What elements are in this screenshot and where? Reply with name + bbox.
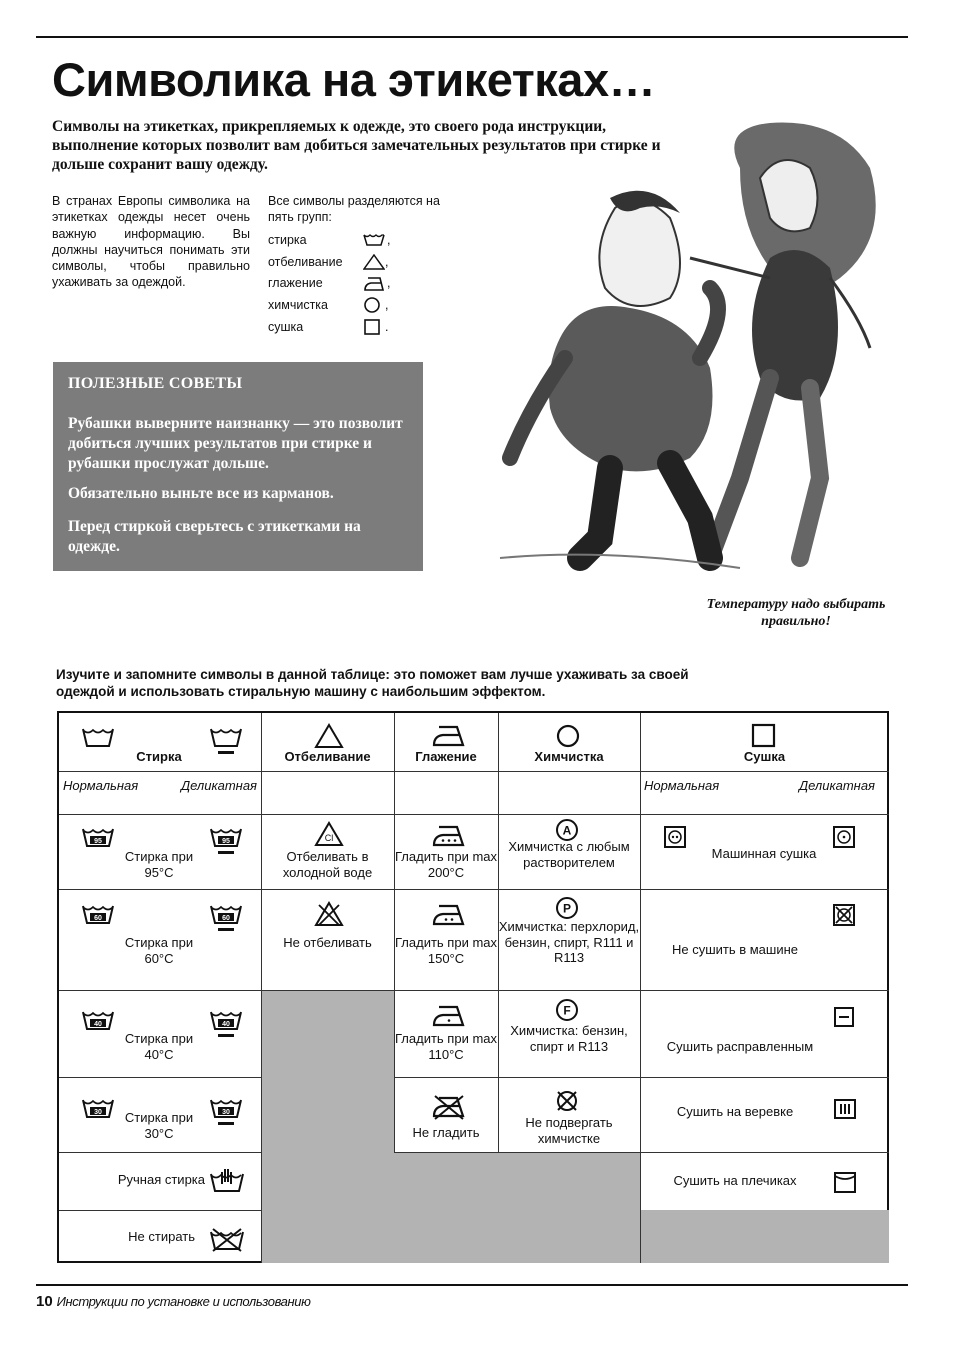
svg-text:60: 60 [222, 915, 230, 922]
svg-text:A: A [562, 823, 572, 838]
circle-icon [555, 723, 581, 749]
tumble-dry-icon [663, 825, 687, 849]
triangle-icon [363, 254, 385, 270]
no-tumble-dry-icon [832, 903, 856, 927]
no-bleach-text: Не отбеливать [283, 935, 372, 950]
wash-95-delicate-icon [209, 826, 243, 856]
wash-60-delicate-icon [209, 903, 243, 933]
hand-wash-icon [209, 1166, 245, 1194]
svg-text:40: 40 [222, 1021, 230, 1028]
square-icon [751, 723, 777, 749]
group-dry: сушка . [268, 316, 468, 338]
footer-text: Инструкции по установке и использованию [56, 1294, 311, 1309]
no-iron-text: Не гладить [412, 1125, 480, 1140]
wash-60-icon [81, 903, 115, 925]
symbol-groups [268, 193, 468, 338]
bleach-cold-text: Отбеливать в холодной воде [282, 849, 373, 880]
no-wash-text: Не стирать [128, 1229, 195, 1244]
no-iron-icon [431, 1094, 467, 1120]
bleach-cold-icon [314, 821, 344, 847]
group-dryclean: химчистка , [268, 294, 468, 316]
wash-40-icon [81, 1009, 115, 1031]
dry-clean-p-text: Химчистка: перхлорид, бензин, спирт, R111 и R113 [498, 919, 640, 965]
europe-paragraph: В странах Европы символика на этикетках одежды несет очень важную информацию. Вы должны научиться понимать эти символы, чтобы правильно ухаживать за одеждой. [52, 194, 250, 290]
no-dry-clean-text: Не подвергать химчистке [525, 1115, 613, 1146]
tips-box [53, 362, 423, 571]
svg-text:95: 95 [94, 838, 102, 845]
header-wash: Стирка [136, 749, 182, 764]
wash-delicate-label: Деликатная [180, 778, 257, 793]
no-tumble-dry-text: Не сушить в машине [671, 942, 799, 957]
care-symbols-table [57, 711, 889, 1263]
wash-95-text: Стирка при 95°С [124, 849, 194, 880]
circle-icon [363, 296, 385, 314]
hand-wash-text: Ручная стирка [117, 1172, 205, 1187]
no-bleach-icon [314, 901, 344, 927]
iron-icon [431, 725, 467, 747]
triangle-icon [314, 723, 344, 749]
svg-text:60: 60 [94, 915, 102, 922]
svg-text:30: 30 [94, 1109, 102, 1116]
wash-delicate-icon [209, 726, 243, 756]
dry-flat-text: Сушить расправленным [666, 1039, 814, 1054]
page-title: Символика на этикетках… [52, 53, 656, 106]
dry-flat-icon [833, 1006, 855, 1028]
svg-text:P: P [562, 901, 572, 916]
wash-30-text: Стирка при 30°С [124, 1110, 194, 1141]
empty-area-bleach [261, 990, 394, 1263]
bottom-rule [36, 1284, 908, 1286]
group-wash: стирка , [268, 233, 391, 248]
wash-30-delicate-icon [209, 1097, 243, 1127]
svg-text:95: 95 [222, 838, 230, 845]
dancing-couple-illustration [440, 118, 920, 598]
header-dry: Сушка [743, 749, 786, 764]
table-intro: Изучите и запомните символы в данной таблице: это поможет вам лучше ухаживать за своей одеждой и использовать стиральную машину с наибольшим эффектом. [56, 667, 689, 699]
line-dry-icon [833, 1098, 857, 1120]
header-dry-clean: Химчистка [534, 749, 604, 764]
wash-tub-icon [363, 233, 387, 247]
empty-area-dry [640, 1210, 889, 1263]
no-dry-clean-icon [554, 1088, 580, 1114]
dry-clean-f-text: Химчистка: бензин, спирт и R113 [510, 1023, 628, 1054]
iron-110-icon [431, 1005, 467, 1027]
no-wash-icon [209, 1227, 245, 1253]
dry-delicate-label: Деликатная [798, 778, 875, 793]
tumble-dry-text: Машинная сушка [711, 846, 817, 861]
page-footer [36, 1293, 310, 1310]
wash-40-delicate-icon [209, 1009, 243, 1039]
tip-labels: Перед стиркой сверьтесь с этикетками на одежде. [68, 518, 361, 555]
wash-normal-label: Нормальная [63, 778, 139, 793]
svg-text:F: F [563, 1003, 571, 1018]
dry-clean-any-text: Химчистка с любым растворителем [508, 839, 630, 870]
hanger-dry-icon [833, 1170, 857, 1194]
dry-clean-p-icon [555, 896, 579, 920]
svg-text:30: 30 [222, 1109, 230, 1116]
tip-pockets: Обязательно выньте все из карманов. [68, 485, 334, 502]
line-dry-text: Сушить на веревке [676, 1104, 794, 1119]
header-bleach: Отбеливание [284, 749, 371, 764]
tip-shirts: Рубашки выверните наизнанку — это позволит добиться лучших результатов при стирке и рубашки прослужат дольше. [68, 415, 403, 472]
wash-tub-icon [81, 726, 115, 748]
square-icon [363, 318, 385, 336]
svg-text:40: 40 [94, 1021, 102, 1028]
header-iron: Глажение [415, 749, 477, 764]
iron-200-icon [431, 825, 467, 847]
wash-60-text: Стирка при 60°С [124, 935, 194, 966]
hanger-dry-text: Сушить на плечиках [673, 1173, 797, 1188]
groups-intro: Все символы разделяются на пять групп: [268, 194, 440, 225]
wash-40-text: Стирка при 40°С [124, 1031, 194, 1062]
wash-30-icon [81, 1097, 115, 1119]
iron-icon [363, 276, 387, 292]
group-iron: глажение , [268, 276, 391, 291]
tumble-dry-delicate-icon [832, 825, 856, 849]
iron-200-text: Гладить при max 200°С [394, 849, 497, 880]
svg-text:Cl: Cl [324, 833, 334, 843]
iron-110-text: Гладить при max 110°С [394, 1031, 497, 1062]
iron-150-icon [431, 904, 467, 926]
group-bleach: отбеливание , [268, 254, 389, 269]
lead-paragraph: Символы на этикетках, прикрепляемых к одежде, это своего рода инструкции, выполнение которых позволит вам добиться замечательных результатов при стирке и дольше сохранит вашу одежду. [52, 118, 661, 173]
wash-95-icon [81, 826, 115, 848]
page-number: 10 [36, 1293, 53, 1310]
iron-150-text: Гладить при max 150°С [394, 935, 497, 966]
top-rule [36, 36, 908, 38]
illustration-caption: Температуру надо выбирать правильно! [706, 597, 886, 629]
empty-area-iron [394, 1152, 640, 1263]
dry-normal-label: Нормальная [644, 778, 720, 793]
dry-clean-f-icon [555, 998, 579, 1022]
tips-title: ПОЛЕЗНЫЕ СОВЕТЫ [68, 375, 243, 392]
